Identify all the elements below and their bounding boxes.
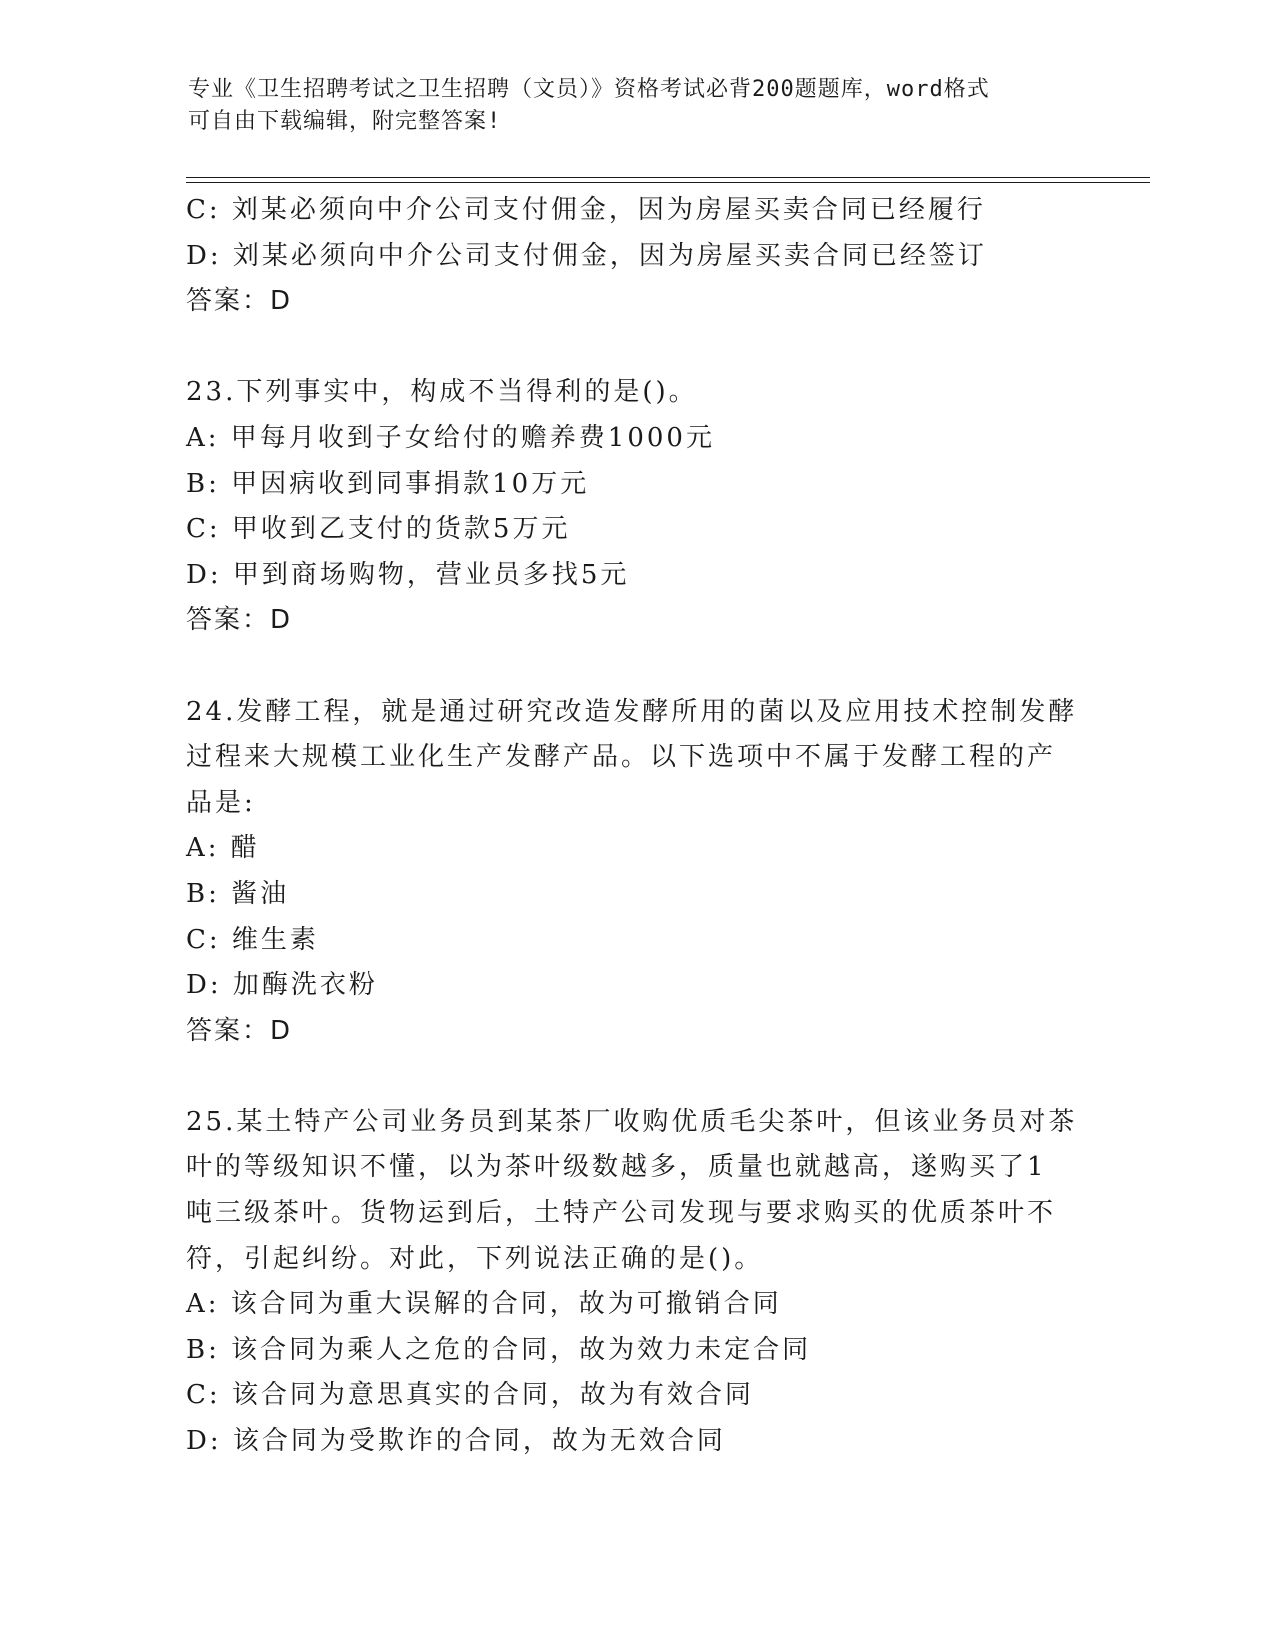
question-stem: 23.下列事实中，构成不当得利的是()。 (186, 377, 698, 408)
option-c: C: 维生素 (186, 924, 319, 955)
question-list (186, 188, 1086, 1465)
question-stem: 25.某土特产公司业务员到某茶厂收购优质毛尖茶叶，但该业务员对茶 (186, 1106, 1078, 1137)
question-stem: 品是: (186, 787, 256, 818)
option-c: C: 刘某必须向中介公司支付佣金，因为房屋买卖合同已经履行 (186, 195, 986, 225)
question-25 (186, 1100, 1086, 1465)
header-divider-top (186, 177, 1150, 178)
question-24 (186, 690, 1086, 1055)
question-stem: 符，引起纠纷。对此，下列说法正确的是()。 (186, 1243, 764, 1274)
option-b: B: 酱油 (186, 878, 290, 909)
option-d: D: 刘某必须向中介公司支付佣金，因为房屋买卖合同已经签订 (186, 240, 987, 271)
answer: 答案：D (186, 1015, 293, 1046)
document-header (188, 74, 1088, 138)
spacer (186, 325, 1086, 371)
spacer (186, 1054, 1086, 1100)
option-c: C: 该合同为意思真实的合同，故为有效合同 (186, 1380, 754, 1411)
option-b: B: 该合同为乘人之危的合同，故为效力未定合同 (186, 1334, 812, 1365)
option-a: A: 甲每月收到子女给付的赡养费1000元 (186, 422, 715, 453)
option-d: D: 甲到商场购物，营业员多找5元 (186, 559, 630, 590)
spacer (186, 644, 1086, 690)
question-stem: 过程来大规模工业化生产发酵产品。以下选项中不属于发酵工程的产 (186, 742, 1057, 773)
answer: 答案：D (186, 286, 293, 317)
option-a: A: 该合同为重大误解的合同，故为可撤销合同 (186, 1289, 782, 1320)
question-stem: 叶的等级知识不懂，以为茶叶级数越多，质量也就越高，遂购买了1 (186, 1152, 1047, 1183)
question-stem: 吨三级茶叶。货物运到后，土特产公司发现与要求购买的优质茶叶不 (186, 1198, 1057, 1229)
question-22 (186, 188, 1086, 325)
option-a: A: 醋 (186, 833, 260, 864)
header-title-line-1: 专业《卫生招聘考试之卫生招聘（文员）》资格考试必背200题题库，word格式 (188, 77, 990, 102)
option-d: D: 该合同为受欺诈的合同，故为无效合同 (186, 1426, 726, 1457)
question-23 (186, 370, 1086, 644)
header-title-line-2: 可自由下载编辑，附完整答案! (188, 109, 502, 134)
option-b: B: 甲因病收到同事捐款10万元 (186, 468, 590, 499)
option-c: C: 甲收到乙支付的货款5万元 (186, 514, 571, 545)
answer: 答案：D (186, 605, 293, 636)
header-divider-bottom (186, 182, 1150, 183)
question-stem: 24.发酵工程，就是通过研究改造发酵所用的菌以及应用技术控制发酵 (186, 696, 1078, 727)
option-d: D: 加酶洗衣粉 (186, 970, 378, 1001)
